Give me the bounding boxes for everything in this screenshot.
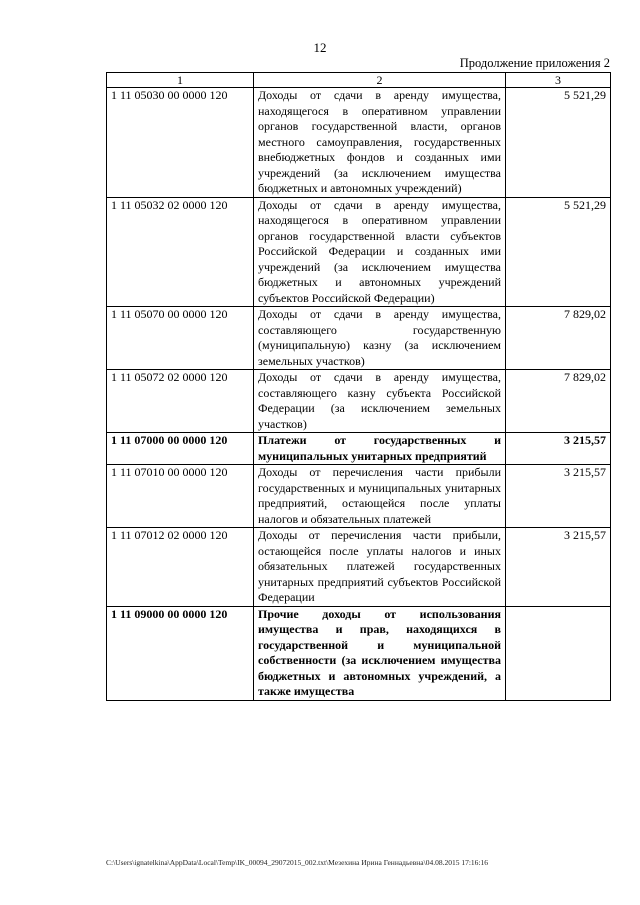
code-cell: 1 11 07010 00 0000 120	[107, 465, 254, 528]
table-row	[107, 197, 611, 307]
amount-cell: 7 829,02	[506, 370, 611, 433]
code-cell: 1 11 05032 02 0000 120	[107, 197, 254, 307]
table-row	[107, 606, 611, 700]
amount-cell: 5 521,29	[506, 197, 611, 307]
name-cell: Доходы от перечисления части прибыли, остающейся после уплаты налогов и иных обязательных платежей государственных унитарных предприятий субъектов Российской Федерации	[254, 528, 506, 607]
name-cell: Прочие доходы от использования имущества и прав, находящихся в государственной и муниципальной собственности (за исключением имущества бюджетных и автономных учреждений, а также имущества	[254, 606, 506, 700]
code-cell: 1 11 07012 02 0000 120	[107, 528, 254, 607]
amount-cell: 3 215,57	[506, 465, 611, 528]
table-row	[107, 433, 611, 465]
name-cell: Доходы от сдачи в аренду имущества, находящегося в оперативном управлении органов государственной власти субъектов Российской Федерации и созданных ими учреждений (за исключением имущества бюджетных и автономных учреждений субъектов Российской Федерации)	[254, 197, 506, 307]
amount-cell: 3 215,57	[506, 528, 611, 607]
table-row	[107, 88, 611, 198]
name-cell: Доходы от сдачи в аренду имущества, находящегося в оперативном управлении органов государственной власти, органов местного самоуправления, государственных внебюджетных фондов и созданных ими учреждений (за исключением имущества бюджетных и автономных учреждений)	[254, 88, 506, 198]
name-cell: Платежи от государственных и муниципальных унитарных предприятий	[254, 433, 506, 465]
file-path-footer: C:\Users\ignatelkina\AppData\Local\Temp\IK_00094_29072015_002.txt\Мезехина Ирина Геннадьевна\04.08.2015 17:16:16	[106, 858, 488, 867]
column-header-amount: 3	[506, 73, 611, 88]
name-cell: Доходы от сдачи в аренду имущества, составляющего государственную (муниципальную) казну (за исключением земельных участков)	[254, 307, 506, 370]
revenue-table	[106, 72, 611, 701]
code-cell: 1 11 05030 00 0000 120	[107, 88, 254, 198]
code-cell: 1 11 05072 02 0000 120	[107, 370, 254, 433]
continuation-label: Продолжение приложения 2	[459, 56, 610, 70]
code-cell: 1 11 07000 00 0000 120	[107, 433, 254, 465]
amount-cell: 3 215,57	[506, 433, 611, 465]
column-header-name: 2	[254, 73, 506, 88]
table-header-row	[107, 73, 611, 88]
page-number: 12	[313, 40, 327, 55]
table-row	[107, 465, 611, 528]
code-cell: 1 11 09000 00 0000 120	[107, 606, 254, 700]
amount-cell: 7 829,02	[506, 307, 611, 370]
name-cell: Доходы от перечисления части прибыли государственных и муниципальных унитарных предприятий, остающейся после уплаты налогов и обязательных платежей	[254, 465, 506, 528]
table-row	[107, 528, 611, 607]
name-cell: Доходы от сдачи в аренду имущества, составляющего казну субъекта Российской Федерации (за исключением земельных участков)	[254, 370, 506, 433]
column-header-code: 1	[107, 73, 254, 88]
table-row	[107, 370, 611, 433]
amount-cell	[506, 606, 611, 700]
table-row	[107, 307, 611, 370]
code-cell: 1 11 05070 00 0000 120	[107, 307, 254, 370]
amount-cell: 5 521,29	[506, 88, 611, 198]
